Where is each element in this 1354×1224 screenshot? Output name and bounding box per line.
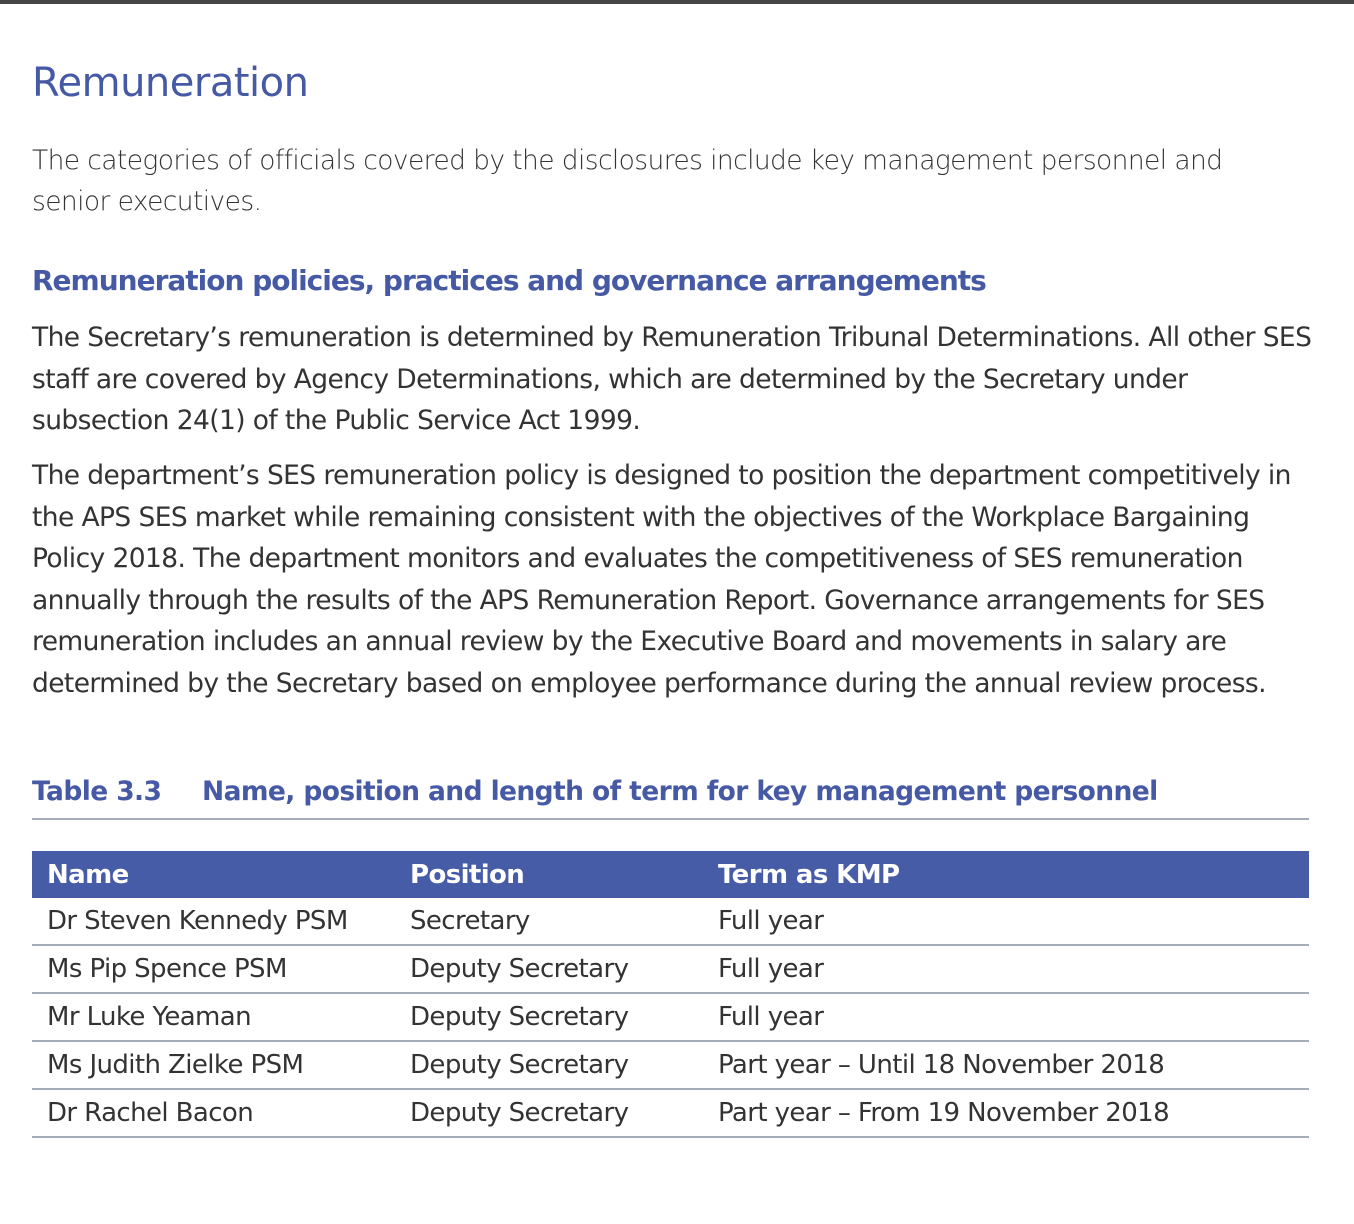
cell-term: Full year	[703, 945, 1309, 993]
cell-term: Full year	[703, 898, 1309, 945]
cell-term: Full year	[703, 993, 1309, 1041]
table-caption	[32, 772, 1309, 820]
cell-position: Deputy Secretary	[395, 945, 703, 993]
section-paragraph-2: The department’s SES remuneration policy is designed to position the department competitively in the APS SES market while remaining consistent with the objectives of the Workplace Bargaining Policy 2018. The department monitors and evaluates the competitiveness of SES remuneration annually through the results of the APS Remuneration Report. Governance arrangements for SES remuneration includes an annual review by the Executive Board and movements in salary are determined by the Secretary based on employee performance during the annual review process.	[32, 460, 1291, 699]
kmp-table	[32, 851, 1309, 1138]
cell-name: Mr Luke Yeaman	[32, 993, 395, 1041]
cell-name: Dr Rachel Bacon	[32, 1089, 395, 1137]
cell-term: Part year – Until 18 November 2018	[703, 1041, 1309, 1089]
cell-position: Secretary	[395, 898, 703, 945]
table-caption-text: Name, position and length of term for key management personnel	[202, 776, 1158, 807]
table-row	[32, 1041, 1309, 1089]
header-name: Name	[32, 851, 395, 898]
section-heading: Remuneration policies, practices and governance arrangements	[32, 264, 986, 297]
table-row	[32, 898, 1309, 945]
header-term: Term as KMP	[703, 851, 1309, 898]
table-row	[32, 993, 1309, 1041]
table-row	[32, 1089, 1309, 1137]
cell-position: Deputy Secretary	[395, 993, 703, 1041]
table-row	[32, 945, 1309, 993]
cell-name: Ms Pip Spence PSM	[32, 945, 395, 993]
section-paragraph-1: The Secretary’s remuneration is determined by Remuneration Tribunal Determinations. All other SES staff are covered by Agency Determinations, which are determined by the Secretary under subsection 24(1) of the Public Service Act 1999.	[32, 322, 1312, 436]
page-title: Remuneration	[32, 60, 309, 106]
cell-position: Deputy Secretary	[395, 1041, 703, 1089]
cell-position: Deputy Secretary	[395, 1089, 703, 1137]
table-number: Table 3.3	[32, 776, 162, 807]
table-header-row	[32, 851, 1309, 898]
cell-term: Part year – From 19 November 2018	[703, 1089, 1309, 1137]
cell-name: Dr Steven Kennedy PSM	[32, 898, 395, 945]
header-position: Position	[395, 851, 703, 898]
top-border	[0, 0, 1354, 4]
cell-name: Ms Judith Zielke PSM	[32, 1041, 395, 1089]
intro-paragraph: The categories of officials covered by the disclosures include key management personnel and senior executives.	[32, 145, 1223, 217]
